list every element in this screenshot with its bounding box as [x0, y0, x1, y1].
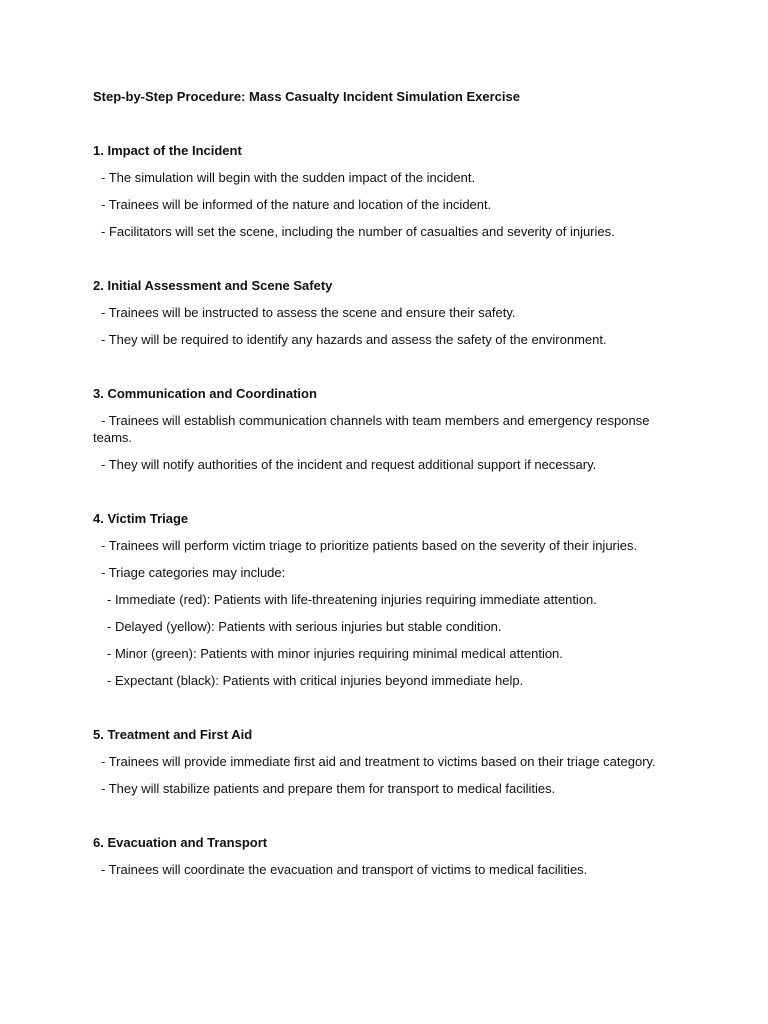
bullet-line: - Facilitators will set the scene, including the number of casualties and severity of injuries.: [101, 224, 615, 239]
triage-category-immediate: - Immediate (red): Patients with life-threatening injuries requiring immediate attention.: [107, 592, 597, 607]
section-heading: 2. Initial Assessment and Scene Safety: [93, 278, 333, 293]
bullet-line: - The simulation will begin with the sudden impact of the incident.: [101, 170, 476, 185]
section-impact: [93, 142, 688, 240]
bullet-line: - Trainees will establish communication channels with team members and emergency response teams.: [93, 413, 654, 445]
bullet-line: - Trainees will be instructed to assess the scene and ensure their safety.: [101, 305, 516, 320]
section-heading: 3. Communication and Coordination: [93, 386, 317, 401]
bullet-line: - They will notify authorities of the incident and request additional support if necessary.: [101, 457, 597, 472]
bullet-line: - They will be required to identify any hazards and assess the safety of the environment.: [101, 332, 607, 347]
bullet-line: - Triage categories may include:: [101, 565, 286, 580]
triage-category-delayed: - Delayed (yellow): Patients with serious injuries but stable condition.: [107, 619, 502, 634]
section-heading: 5. Treatment and First Aid: [93, 727, 253, 742]
section-heading: 4. Victim Triage: [93, 511, 189, 526]
bullet-line: - Trainees will provide immediate first aid and treatment to victims based on their triage category.: [101, 754, 656, 769]
section-treatment: [93, 726, 688, 797]
section-heading: 6. Evacuation and Transport: [93, 835, 268, 850]
document-title: Step-by-Step Procedure: Mass Casualty Incident Simulation Exercise: [93, 89, 520, 104]
bullet-line: - Trainees will be informed of the nature and location of the incident.: [101, 197, 492, 212]
section-communication: [93, 385, 688, 473]
section-heading: 1. Impact of the Incident: [93, 143, 242, 158]
bullet-line: - They will stabilize patients and prepare them for transport to medical facilities.: [101, 781, 556, 796]
triage-category-minor: - Minor (green): Patients with minor injuries requiring minimal medical attention.: [107, 646, 563, 661]
bullet-line: - Trainees will coordinate the evacuation and transport of victims to medical facilities.: [101, 862, 588, 877]
section-victim-triage: [93, 510, 688, 689]
section-initial-assessment: [93, 277, 688, 348]
triage-category-expectant: - Expectant (black): Patients with critical injuries beyond immediate help.: [107, 673, 524, 688]
section-evacuation: [93, 834, 688, 878]
bullet-line: - Trainees will perform victim triage to prioritize patients based on the severity of their injuries.: [101, 538, 638, 553]
